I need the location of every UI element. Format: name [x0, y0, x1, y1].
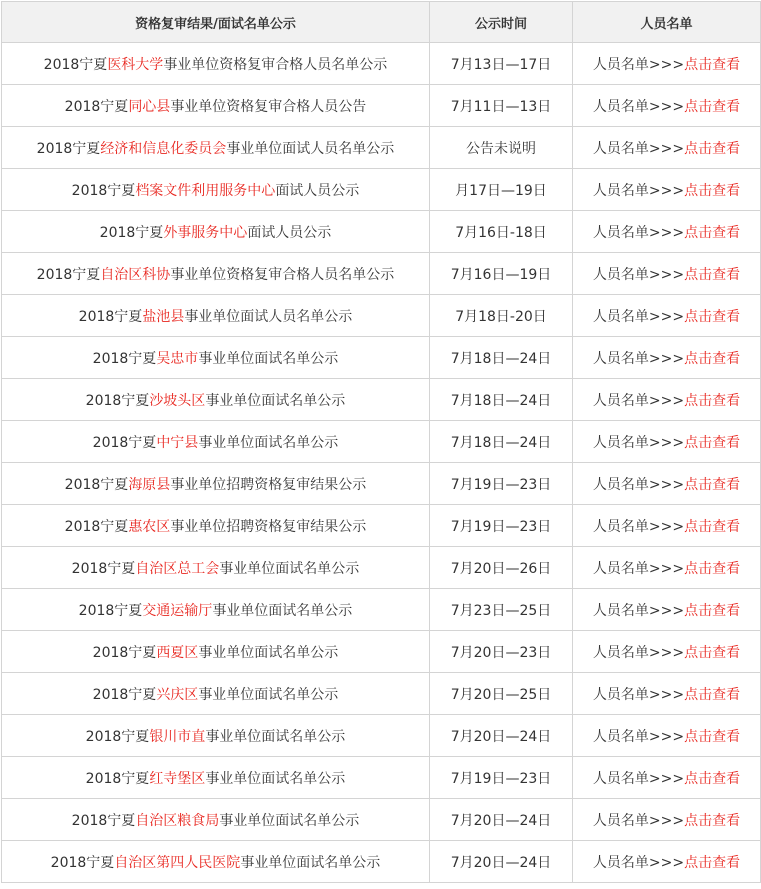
table-row [2, 127, 761, 169]
notice-organization: 经济和信息化委员会 [100, 140, 227, 157]
list-label: 人员名单>>> [592, 812, 685, 829]
notice-title-suffix: 面试人员公示 [275, 182, 360, 199]
notice-title-suffix: 事业单位面试名单公示 [219, 812, 360, 829]
list-label: 人员名单>>> [592, 350, 685, 367]
list-label: 人员名单>>> [592, 56, 685, 73]
table-row [2, 337, 761, 379]
notice-title-cell [2, 379, 430, 421]
notice-title-cell [2, 841, 430, 883]
notice-organization: 自治区第四人民医院 [114, 854, 241, 871]
notice-organization: 自治区科协 [100, 266, 171, 283]
notice-title-cell [2, 337, 430, 379]
list-cell [573, 589, 761, 631]
notice-title-prefix: 2018宁夏 [64, 476, 129, 493]
notice-title-suffix: 事业单位面试名单公示 [198, 434, 339, 451]
list-label: 人员名单>>> [592, 518, 685, 535]
table-row [2, 379, 761, 421]
notice-title-suffix: 事业单位面试名单公示 [205, 392, 346, 409]
view-link[interactable]: 点击查看 [684, 728, 741, 745]
publicity-date: 7月20日—24日 [430, 841, 573, 883]
notice-title-cell [2, 589, 430, 631]
notice-title-prefix: 2018宁夏 [78, 602, 143, 619]
notice-organization: 同心县 [128, 98, 171, 115]
publicity-date: 7月23日—25日 [430, 589, 573, 631]
publicity-date: 7月20日—24日 [430, 715, 573, 757]
notice-title-suffix: 事业单位资格复审合格人员公告 [170, 98, 367, 115]
notice-organization: 档案文件利用服务中心 [135, 182, 276, 199]
list-label: 人员名单>>> [592, 686, 685, 703]
list-cell [573, 169, 761, 211]
notice-organization: 银川市直 [149, 728, 206, 745]
publicity-date: 7月18日—24日 [430, 421, 573, 463]
view-link[interactable]: 点击查看 [684, 770, 741, 787]
view-link[interactable]: 点击查看 [684, 56, 741, 73]
notice-title-prefix: 2018宁夏 [85, 392, 150, 409]
notice-title-suffix: 事业单位面试名单公示 [240, 854, 381, 871]
list-label: 人员名单>>> [592, 182, 685, 199]
list-cell [573, 715, 761, 757]
notice-table [1, 1, 761, 883]
list-label: 人员名单>>> [592, 392, 685, 409]
list-label: 人员名单>>> [592, 560, 685, 577]
notice-organization: 西夏区 [156, 644, 199, 661]
notice-organization: 兴庆区 [156, 686, 199, 703]
notice-title-cell [2, 253, 430, 295]
notice-title-prefix: 2018宁夏 [92, 350, 157, 367]
notice-title-prefix: 2018宁夏 [92, 434, 157, 451]
notice-title-prefix: 2018宁夏 [71, 812, 136, 829]
notice-organization: 红寺堡区 [149, 770, 206, 787]
publicity-date: 7月13日—17日 [430, 43, 573, 85]
notice-title-suffix: 事业单位面试名单公示 [198, 350, 339, 367]
table-row [2, 211, 761, 253]
table-row [2, 547, 761, 589]
notice-organization: 交通运输厅 [142, 602, 213, 619]
notice-title-suffix: 事业单位资格复审合格人员名单公示 [170, 266, 395, 283]
table-row [2, 253, 761, 295]
notice-title-cell [2, 295, 430, 337]
notice-title-suffix: 事业单位面试名单公示 [205, 728, 346, 745]
table-header-row [2, 2, 761, 43]
publicity-date: 月17日—19日 [430, 169, 573, 211]
notice-title-cell [2, 799, 430, 841]
notice-title-cell [2, 43, 430, 85]
view-link[interactable]: 点击查看 [684, 224, 741, 241]
notice-title-cell [2, 631, 430, 673]
view-link[interactable]: 点击查看 [684, 308, 741, 325]
notice-title-prefix: 2018宁夏 [71, 182, 136, 199]
notice-title-prefix: 2018宁夏 [43, 56, 108, 73]
notice-organization: 自治区粮食局 [135, 812, 220, 829]
table-row [2, 631, 761, 673]
notice-title-suffix: 事业单位面试人员名单公示 [226, 140, 395, 157]
view-link[interactable]: 点击查看 [684, 350, 741, 367]
publicity-date: 7月18日—24日 [430, 379, 573, 421]
header-list: 人员名单 [573, 2, 761, 43]
notice-title-suffix: 事业单位资格复审合格人员名单公示 [163, 56, 388, 73]
notice-organization: 医科大学 [107, 56, 164, 73]
view-link[interactable]: 点击查看 [684, 476, 741, 493]
list-cell [573, 337, 761, 379]
list-cell [573, 547, 761, 589]
notice-title-prefix: 2018宁夏 [50, 854, 115, 871]
view-link[interactable]: 点击查看 [684, 686, 741, 703]
list-label: 人员名单>>> [592, 854, 685, 871]
notice-title-prefix: 2018宁夏 [78, 308, 143, 325]
list-label: 人员名单>>> [592, 644, 685, 661]
list-cell [573, 463, 761, 505]
view-link[interactable]: 点击查看 [684, 266, 741, 283]
table-row [2, 421, 761, 463]
notice-title-suffix: 事业单位面试名单公示 [219, 560, 360, 577]
notice-title-cell [2, 127, 430, 169]
list-label: 人员名单>>> [592, 434, 685, 451]
notice-title-prefix: 2018宁夏 [64, 518, 129, 535]
notice-title-prefix: 2018宁夏 [36, 140, 101, 157]
notice-organization: 沙坡头区 [149, 392, 206, 409]
publicity-date: 7月20日—25日 [430, 673, 573, 715]
view-link[interactable]: 点击查看 [684, 854, 741, 871]
view-link[interactable]: 点击查看 [684, 812, 741, 829]
notice-title-prefix: 2018宁夏 [92, 644, 157, 661]
view-link[interactable]: 点击查看 [684, 644, 741, 661]
list-label: 人员名单>>> [592, 140, 685, 157]
view-link[interactable]: 点击查看 [684, 560, 741, 577]
notice-title-suffix: 事业单位面试名单公示 [205, 770, 346, 787]
table-row [2, 589, 761, 631]
list-cell [573, 211, 761, 253]
table-row [2, 85, 761, 127]
table-row [2, 673, 761, 715]
notice-organization: 外事服务中心 [163, 224, 248, 241]
notice-title-cell [2, 463, 430, 505]
publicity-date: 7月20日—23日 [430, 631, 573, 673]
list-cell [573, 841, 761, 883]
notice-title-prefix: 2018宁夏 [36, 266, 101, 283]
publicity-date: 7月19日—23日 [430, 463, 573, 505]
list-cell [573, 799, 761, 841]
notice-title-suffix: 面试人员公示 [247, 224, 332, 241]
notice-title-prefix: 2018宁夏 [85, 770, 150, 787]
notice-organization: 自治区总工会 [135, 560, 220, 577]
view-link[interactable]: 点击查看 [684, 98, 741, 115]
notice-title-suffix: 事业单位面试名单公示 [198, 686, 339, 703]
list-label: 人员名单>>> [592, 308, 685, 325]
list-cell [573, 85, 761, 127]
list-cell [573, 253, 761, 295]
list-label: 人员名单>>> [592, 476, 685, 493]
header-title: 资格复审结果/面试名单公示 [2, 2, 430, 43]
header-date: 公示时间 [430, 2, 573, 43]
notice-title-suffix: 事业单位招聘资格复审结果公示 [170, 518, 367, 535]
list-cell [573, 43, 761, 85]
list-cell [573, 673, 761, 715]
notice-organization: 惠农区 [128, 518, 171, 535]
list-cell [573, 631, 761, 673]
publicity-date: 7月18日—24日 [430, 337, 573, 379]
publicity-date: 7月16日-18日 [430, 211, 573, 253]
notice-title-prefix: 2018宁夏 [85, 728, 150, 745]
notice-title-prefix: 2018宁夏 [99, 224, 164, 241]
notice-organization: 盐池县 [142, 308, 185, 325]
table-body [2, 43, 761, 883]
list-label: 人员名单>>> [592, 728, 685, 745]
notice-organization: 中宁县 [156, 434, 199, 451]
notice-title-cell [2, 757, 430, 799]
list-label: 人员名单>>> [592, 770, 685, 787]
publicity-date: 7月20日—26日 [430, 547, 573, 589]
table-row [2, 799, 761, 841]
notice-title-cell [2, 85, 430, 127]
notice-title-cell [2, 715, 430, 757]
table-row [2, 295, 761, 337]
notice-organization: 吴忠市 [156, 350, 199, 367]
notice-title-prefix: 2018宁夏 [64, 98, 129, 115]
table-row [2, 505, 761, 547]
view-link[interactable]: 点击查看 [684, 602, 741, 619]
table-row [2, 841, 761, 883]
list-label: 人员名单>>> [592, 224, 685, 241]
notice-title-suffix: 事业单位招聘资格复审结果公示 [170, 476, 367, 493]
publicity-date: 公告未说明 [430, 127, 573, 169]
table-row [2, 757, 761, 799]
notice-title-prefix: 2018宁夏 [92, 686, 157, 703]
list-cell [573, 127, 761, 169]
publicity-date: 7月20日—24日 [430, 799, 573, 841]
notice-title-suffix: 事业单位面试名单公示 [198, 644, 339, 661]
publicity-date: 7月19日—23日 [430, 757, 573, 799]
publicity-date: 7月18日-20日 [430, 295, 573, 337]
publicity-date: 7月11日—13日 [430, 85, 573, 127]
view-link[interactable]: 点击查看 [684, 434, 741, 451]
list-cell [573, 295, 761, 337]
notice-title-prefix: 2018宁夏 [71, 560, 136, 577]
notice-title-cell [2, 505, 430, 547]
publicity-date: 7月19日—23日 [430, 505, 573, 547]
list-label: 人员名单>>> [592, 602, 685, 619]
table-row [2, 169, 761, 211]
view-link[interactable]: 点击查看 [684, 518, 741, 535]
list-cell [573, 757, 761, 799]
notice-title-cell [2, 211, 430, 253]
table-row [2, 715, 761, 757]
publicity-date: 7月16日—19日 [430, 253, 573, 295]
notice-title-suffix: 事业单位面试名单公示 [212, 602, 353, 619]
list-cell [573, 379, 761, 421]
table-row [2, 43, 761, 85]
notice-organization: 海原县 [128, 476, 171, 493]
table-row [2, 463, 761, 505]
notice-title-cell [2, 547, 430, 589]
view-link[interactable]: 点击查看 [684, 182, 741, 199]
list-label: 人员名单>>> [592, 98, 685, 115]
notice-title-cell [2, 673, 430, 715]
notice-title-cell [2, 421, 430, 463]
list-label: 人员名单>>> [592, 266, 685, 283]
notice-title-cell [2, 169, 430, 211]
notice-title-suffix: 事业单位面试人员名单公示 [184, 308, 353, 325]
list-cell [573, 421, 761, 463]
view-link[interactable]: 点击查看 [684, 140, 741, 157]
view-link[interactable]: 点击查看 [684, 392, 741, 409]
list-cell [573, 505, 761, 547]
